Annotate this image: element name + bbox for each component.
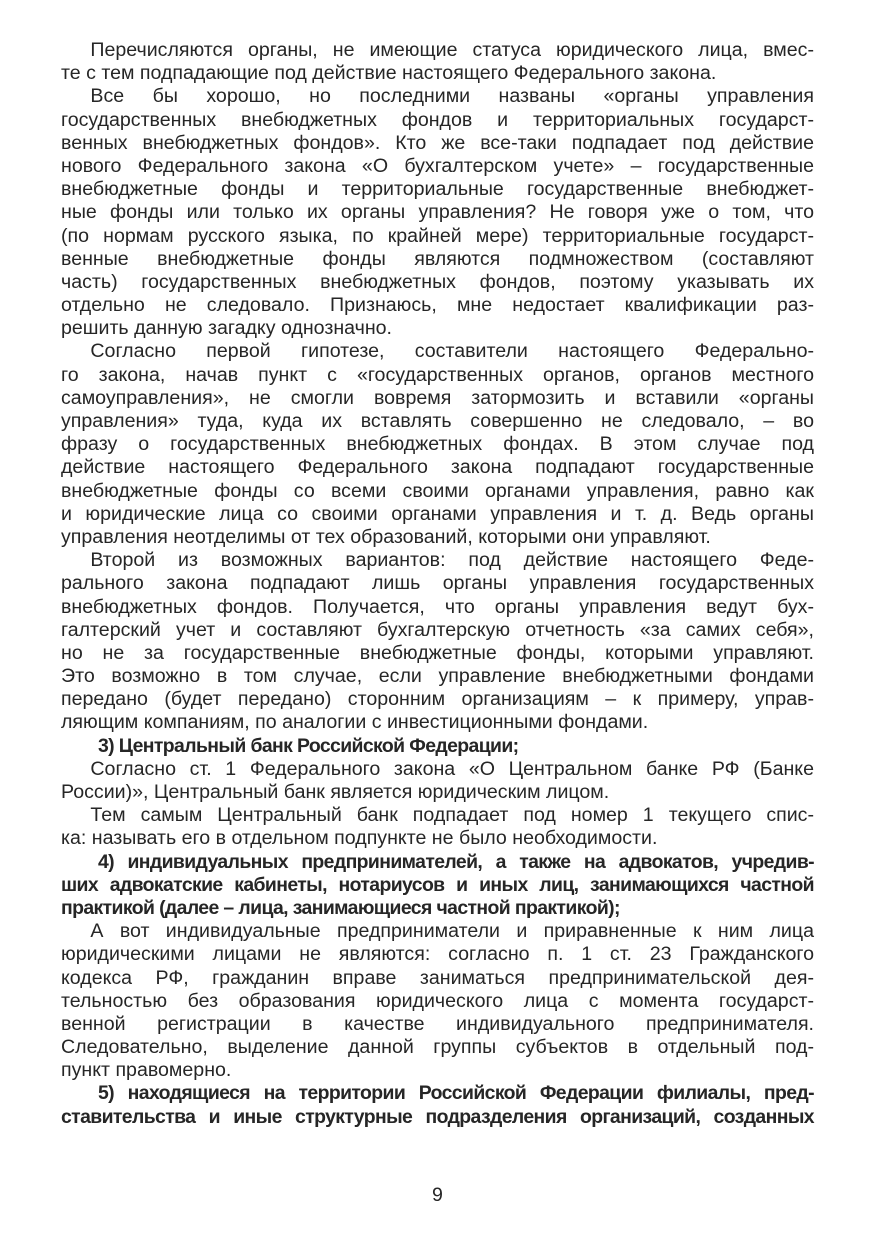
text-line: часть) государственных внебюджетных фондов, поэтому указывать их [61,270,814,293]
text-line: кодекса РФ, гражданин вправе заниматься предпринимательской дея- [61,966,814,989]
heading-line: ставительства и иные структурные подразделения организаций, созданных [61,1105,814,1128]
text-line: фразу о государственных внебюджетных фондах. В этом случае под [61,433,814,456]
text-line: действие настоящего Федерального закона подпадают государственные [61,456,814,479]
heading-line: практикой (далее – лица, занимающиеся частной практикой); [61,896,620,919]
text-line: ные фонды или только их органы управления? Не говоря уже о том, что [61,201,814,224]
text-line: ка: называть его в отдельном подпункте не было необходимости. [61,827,658,850]
text-line: Тем самым Центральный банк подпадает под номер 1 текущего спис- [61,804,814,827]
section-heading [61,1082,814,1128]
text-line: тельностью без образования юридического лица с момента государст- [61,989,814,1012]
heading-line: 3) Центральный банк Российской Федерации; [61,734,519,757]
paragraph [61,85,814,340]
text-line: управления неотделимы от тех образований, которыми они управляют. [61,525,711,548]
text-line: (по нормам русского языка, по крайней мере) территориальные государст- [61,224,814,247]
paragraph [61,549,814,735]
text-line: венных внебюджетных фондов». Кто же все-таки подпадает под действие [61,131,814,154]
text-line: Второй из возможных вариантов: под действие настоящего Феде- [61,549,814,572]
text-line: венной регистрации в качестве индивидуального предпринимателя. [61,1012,814,1035]
section-heading [61,851,814,921]
page-text [61,39,814,1129]
text-line: и юридические лица со своими органами управления и т. д. Ведь органы [61,502,814,525]
text-line: рального закона подпадают лишь органы управления государственных [61,572,814,595]
text-line: Перечисляются органы, не имеющие статуса юридического лица, вмес- [61,39,814,61]
text-line: те с тем подпадающие под действие настоящего Федерального закона. [61,62,717,85]
text-line: Все бы хорошо, но последними названы «органы управления [61,85,814,108]
paragraph [61,758,814,804]
text-line: пункт правомерно. [61,1059,232,1082]
text-line: внебюджетных фондов. Получается, что органы управления ведут бух- [61,595,814,618]
text-line: го закона, начав пункт с «государственных органов, органов местного [61,363,814,386]
text-line: внебюджетные фонды и территориальные государственные внебюджет- [61,178,814,201]
text-line: Согласно первой гипотезе, составители настоящего Федерально- [61,340,814,363]
text-line: государственных внебюджетных фондов и территориальных государст- [61,108,814,131]
section-heading [61,735,814,758]
text-line: решить данную загадку однозначно. [61,317,392,340]
text-line: Следовательно, выделение данной группы субъектов в отдельный под- [61,1036,814,1059]
heading-line: ших адвокатские кабинеты, нотариусов и иных лиц, занимающихся частной [61,873,814,896]
text-line: венные внебюджетные фонды являются подмножеством (составляют [61,247,814,270]
text-line: Это возможно в том случае, если управление внебюджетными фондами [61,665,814,688]
text-line: нового Федерального закона «О бухгалтерском учете» – государственные [61,154,814,177]
text-line: но не за государственные внебюджетные фонды, которыми управляют. [61,641,814,664]
paragraph [61,340,814,549]
text-line: передано (будет передано) сторонним организациям – к примеру, управ- [61,688,814,711]
page-number: 9 [432,1184,443,1206]
text-line: юридическими лицами не являются: согласно п. 1 ст. 23 Гражданского [61,943,814,966]
heading-line: 5) находящиеся на территории Российской Федерации филиалы, пред- [61,1082,814,1105]
text-line: А вот индивидуальные предприниматели и приравненные к ним лица [61,920,814,943]
text-line: России)», Центральный банк является юридическим лицом. [61,781,610,803]
heading-line: 4) индивидуальных предпринимателей, а также на адвокатов, учредив- [61,850,814,873]
text-line: управления» туда, куда их вставлять совершенно не следовало, – во [61,410,814,432]
text-line: отдельно не следовало. Признаюсь, мне недостает квалификации раз- [61,294,814,317]
text-line: Согласно ст. 1 Федерального закона «О Центральном банке РФ (Банке [61,757,814,780]
text-line: самоуправления», не смогли вовремя затормозить и вставили «органы [61,386,814,409]
text-line: галтерский учет и составляют бухгалтерскую отчетность «за самих себя», [61,618,814,641]
paragraph [61,920,814,1082]
paragraph [61,804,814,850]
text-line: ляющим компаниям, по аналогии с инвестиционными фондами. [61,711,649,734]
text-line: внебюджетные фонды со всеми своими органами управления, равно как [61,479,814,502]
paragraph [61,39,814,85]
